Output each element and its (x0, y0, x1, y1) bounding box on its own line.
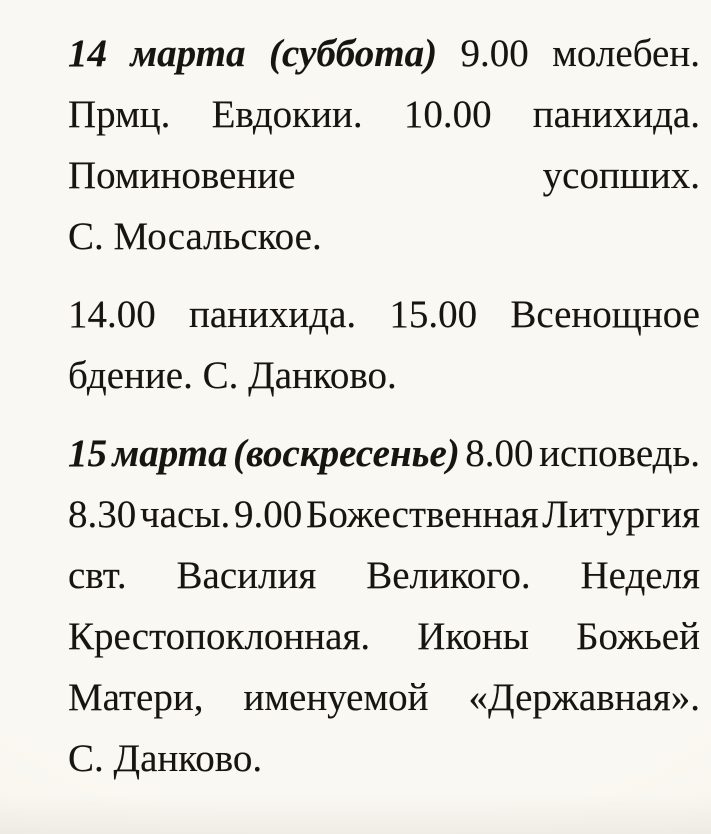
word: 14.00 (68, 293, 156, 336)
line-text: С. Мосальское. (68, 215, 322, 258)
word: «Державная». (468, 676, 700, 719)
word: свт. (68, 554, 127, 597)
word: Великого. (366, 554, 531, 597)
paragraph-march-14-saturday (68, 23, 700, 267)
schedule-line (68, 545, 700, 606)
word: часы. (140, 493, 231, 536)
schedule-line (68, 667, 700, 728)
schedule-line (68, 484, 700, 545)
word: Божественная (306, 493, 539, 536)
schedule-line (68, 84, 700, 145)
word: панихида. (532, 93, 700, 136)
word: Божьей (576, 615, 700, 658)
schedule-line (68, 606, 700, 667)
word: 9.00 (234, 493, 303, 536)
word: Поминовение (68, 154, 296, 197)
word: Иконы (417, 615, 530, 658)
schedule-line (68, 284, 700, 345)
date-heading-word: марта (130, 32, 246, 75)
word: Крестопоклонная. (68, 615, 371, 658)
word: Всенощное (510, 293, 700, 336)
date-heading-word: (суббота) (268, 32, 438, 75)
word: Литургия (542, 493, 700, 536)
word: 15.00 (389, 293, 478, 336)
date-heading-word: марта (112, 432, 228, 475)
date-heading-word: 14 (68, 32, 107, 75)
paragraph-march-14-afternoon (68, 284, 700, 406)
schedule-line (68, 206, 700, 267)
schedule-line (68, 345, 700, 406)
word: усопших. (542, 154, 700, 197)
line-text: С. Данково. (68, 737, 263, 780)
word: Матери, (68, 676, 204, 719)
word: панихида. (188, 293, 357, 336)
word: Прмц. (68, 93, 171, 136)
word: Евдокии. (211, 93, 363, 136)
word: исповедь. (539, 432, 700, 475)
paragraph-march-15-sunday (68, 423, 700, 789)
line-text: бдение. С. Данково. (68, 354, 397, 397)
schedule-line (68, 23, 700, 84)
schedule-line (68, 728, 700, 789)
date-heading-word: 15 (68, 432, 107, 475)
word: 10.00 (403, 93, 492, 136)
word: 8.30 (68, 493, 137, 536)
word: именуемой (243, 676, 429, 719)
date-heading-word: (воскресенье) (233, 432, 460, 475)
schedule-line (68, 423, 700, 484)
word: Василия (176, 554, 317, 597)
schedule-line (68, 145, 700, 206)
word: 9.00 (460, 32, 529, 75)
word: 8.00 (465, 432, 534, 475)
word: молебен. (552, 32, 700, 75)
word: Неделя (580, 554, 700, 597)
